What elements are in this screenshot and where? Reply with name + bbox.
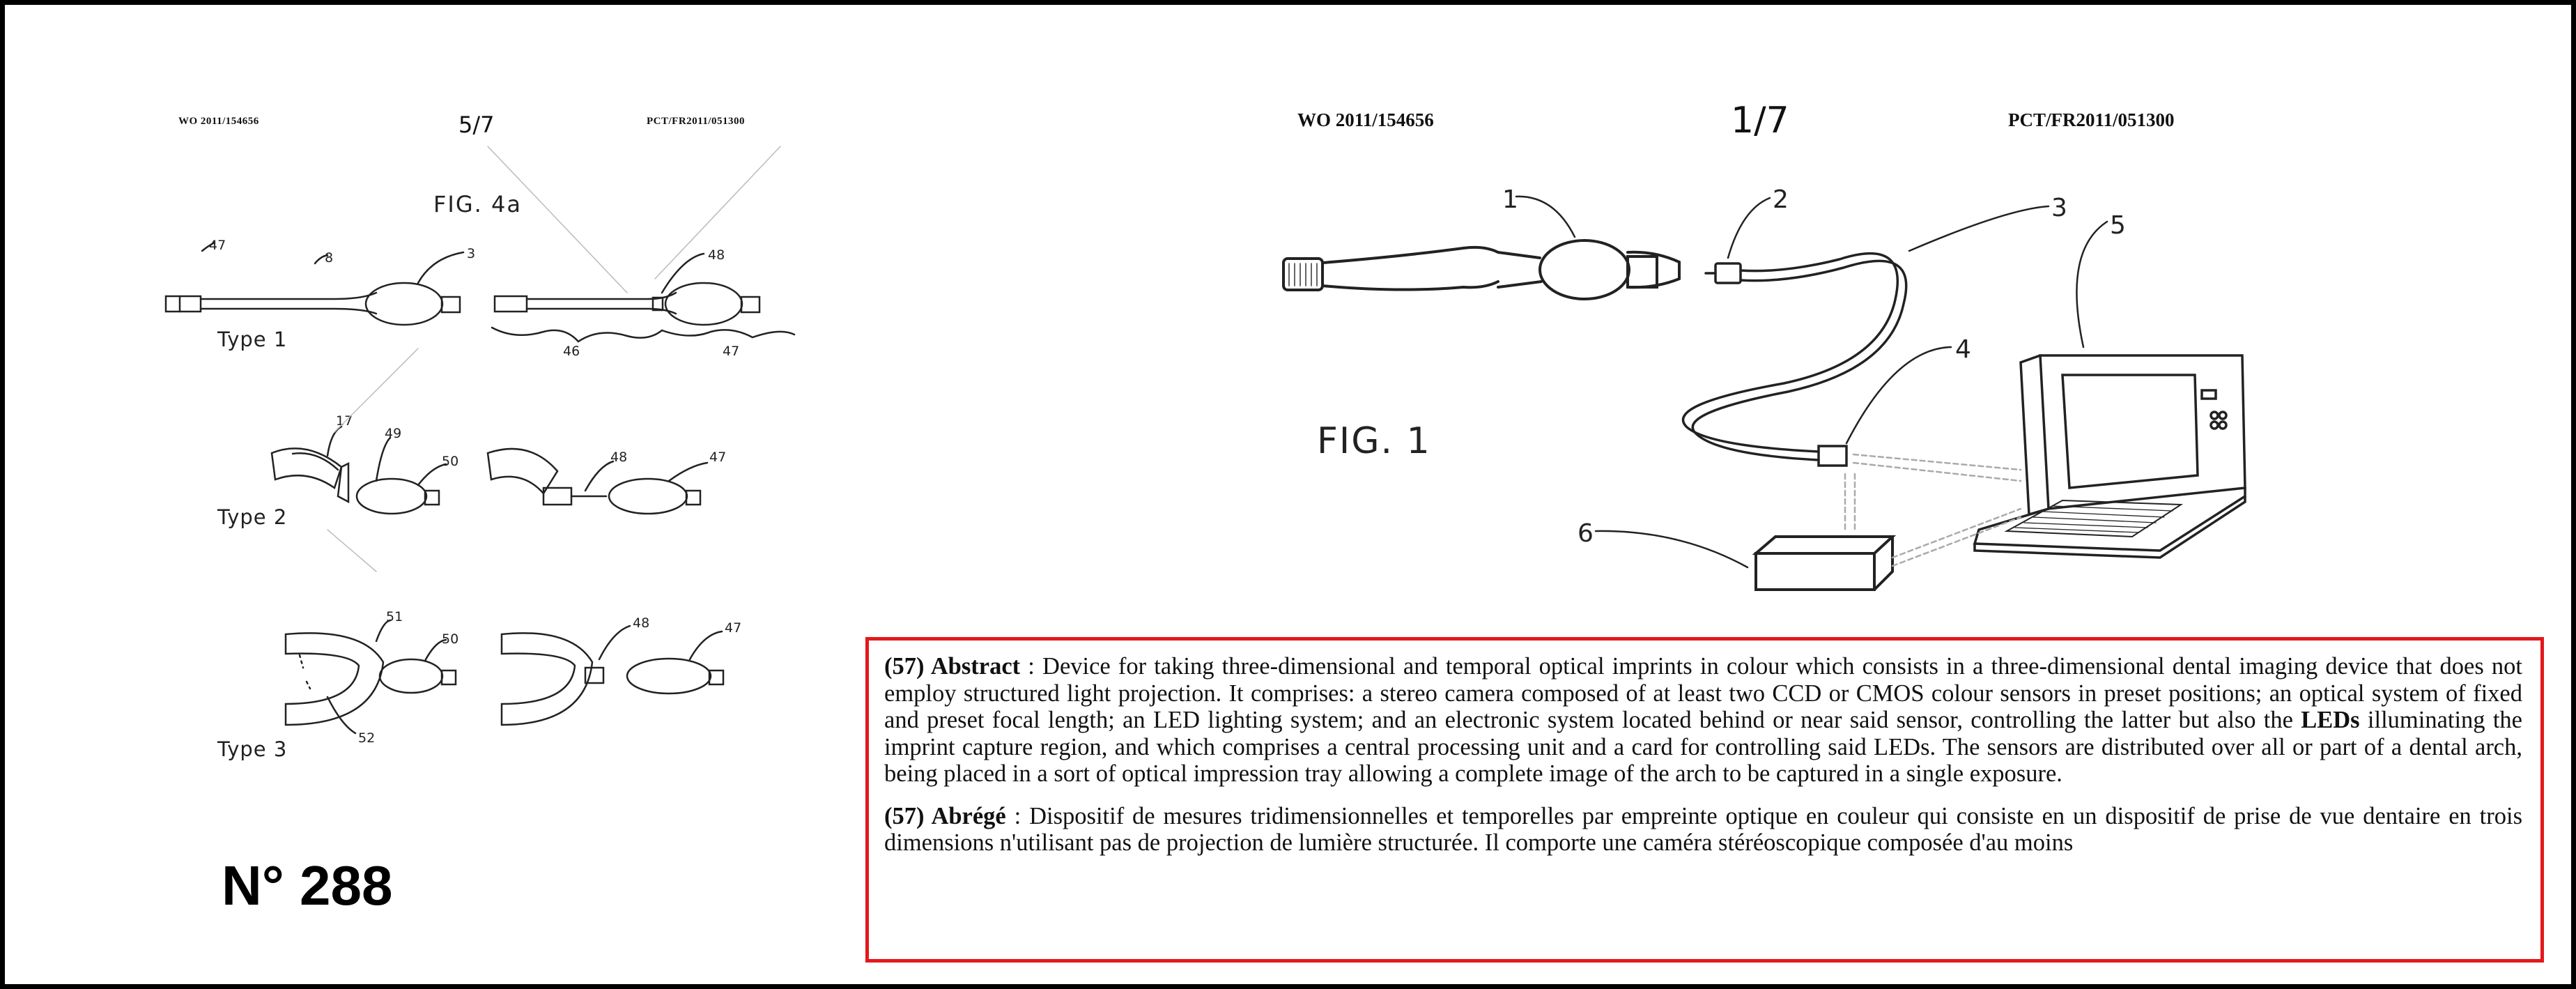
fig-4a-title: FIG. 4a xyxy=(433,191,522,217)
right-sheet-number: 1/7 xyxy=(1731,100,1789,141)
abstract-fr-text: : Dispositif de mesures tridimensionnelles et temporelles par empreinte optique en couleur qui consiste en un dispositif de prise de vue dentaire en trois dimensions n'utilisant pas de projection de lumière structurée. Il comporte une caméra stéréoscopique composée d'au moins xyxy=(884,802,2522,856)
connector-2 xyxy=(1706,263,1741,283)
right-publication-number: WO 2011/154656 xyxy=(1297,109,1434,130)
type3-device-left xyxy=(286,620,459,733)
label-46: 46 xyxy=(563,344,580,359)
abstract-english xyxy=(884,653,2522,788)
label-47-type1: 47 xyxy=(209,238,226,253)
type2-device-right xyxy=(488,449,707,514)
fig1-leader-lines xyxy=(1516,197,2107,567)
camera-grip-texture xyxy=(1289,263,1317,286)
label-49: 49 xyxy=(385,426,402,441)
cable-3 xyxy=(1683,254,1906,460)
label-48-type3: 48 xyxy=(633,615,650,631)
label-47-type2: 47 xyxy=(709,450,727,465)
type-3-label: Type 3 xyxy=(217,737,288,761)
label-50-type3: 50 xyxy=(442,631,459,647)
right-application-number: PCT/FR2011/051300 xyxy=(2008,109,2175,130)
label-51: 51 xyxy=(386,609,403,624)
abstract-en-text: : Device for taking three-dimensional and temporal optical imprints in colour which consists in a three-dimensional dental imaging device that does not employ structured light projection. It comprises: a stereo camera composed of at least two CCD or CMOS colour sensors in preset positions; an optical system of fixed and preset focal length; an LED lighting system; and an electronic system located behind or near said sensor, controlling the latter but also the xyxy=(884,653,2522,733)
label-1: 1 xyxy=(1502,185,1518,214)
label-47-type3: 47 xyxy=(725,620,742,636)
fig-1-title: FIG. 1 xyxy=(1317,420,1431,462)
label-2: 2 xyxy=(1773,185,1789,214)
type-2-label: Type 2 xyxy=(217,505,288,529)
label-3-cable: 3 xyxy=(2051,194,2067,222)
left-publication-number: WO 2011/154656 xyxy=(178,116,259,127)
abstract-box xyxy=(865,637,2544,963)
abstract-en-bold-leds: LEDs xyxy=(2301,707,2360,733)
wireless-links xyxy=(1845,454,2021,566)
label-47b: 47 xyxy=(723,344,740,359)
label-5: 5 xyxy=(2110,211,2126,240)
label-3: 3 xyxy=(467,246,476,261)
connector-4 xyxy=(1819,446,1846,466)
number-label: N° 288 xyxy=(222,854,393,917)
type1-device-left xyxy=(166,243,463,325)
label-6: 6 xyxy=(1578,519,1594,548)
laptop-5 xyxy=(1975,355,2245,558)
label-8: 8 xyxy=(325,250,334,266)
type2-device-left xyxy=(272,427,446,514)
type-1-label: Type 1 xyxy=(217,328,288,351)
left-page-faint-lines xyxy=(327,146,780,572)
label-52: 52 xyxy=(358,730,376,746)
processing-unit-6 xyxy=(1756,537,1892,590)
abstract-french xyxy=(884,803,2522,857)
abstract-fr-label: (57) Abrégé xyxy=(884,802,1006,829)
left-application-number: PCT/FR2011/051300 xyxy=(647,116,746,127)
label-48-type1: 48 xyxy=(708,247,725,263)
abstract-en-text-end: illuminating the imprint capture region, and which comprises a central processing unit and a card for controlling said LEDs. The sensors are distributed over all or part of a dental arch, being placed in a sort of optical impression tray allowing a complete image of the arch to be captured in a single exposure. xyxy=(884,707,2522,787)
type1-device-right xyxy=(492,254,794,342)
label-50-type2: 50 xyxy=(442,454,459,469)
type3-device-right xyxy=(502,626,723,725)
abstract-en-label: (57) Abstract xyxy=(884,653,1021,680)
left-sheet-number: 5/7 xyxy=(458,112,495,138)
label-4: 4 xyxy=(1955,335,1971,364)
label-17: 17 xyxy=(336,413,353,429)
intraoral-camera xyxy=(1283,240,1679,299)
label-48-type2: 48 xyxy=(610,450,628,465)
